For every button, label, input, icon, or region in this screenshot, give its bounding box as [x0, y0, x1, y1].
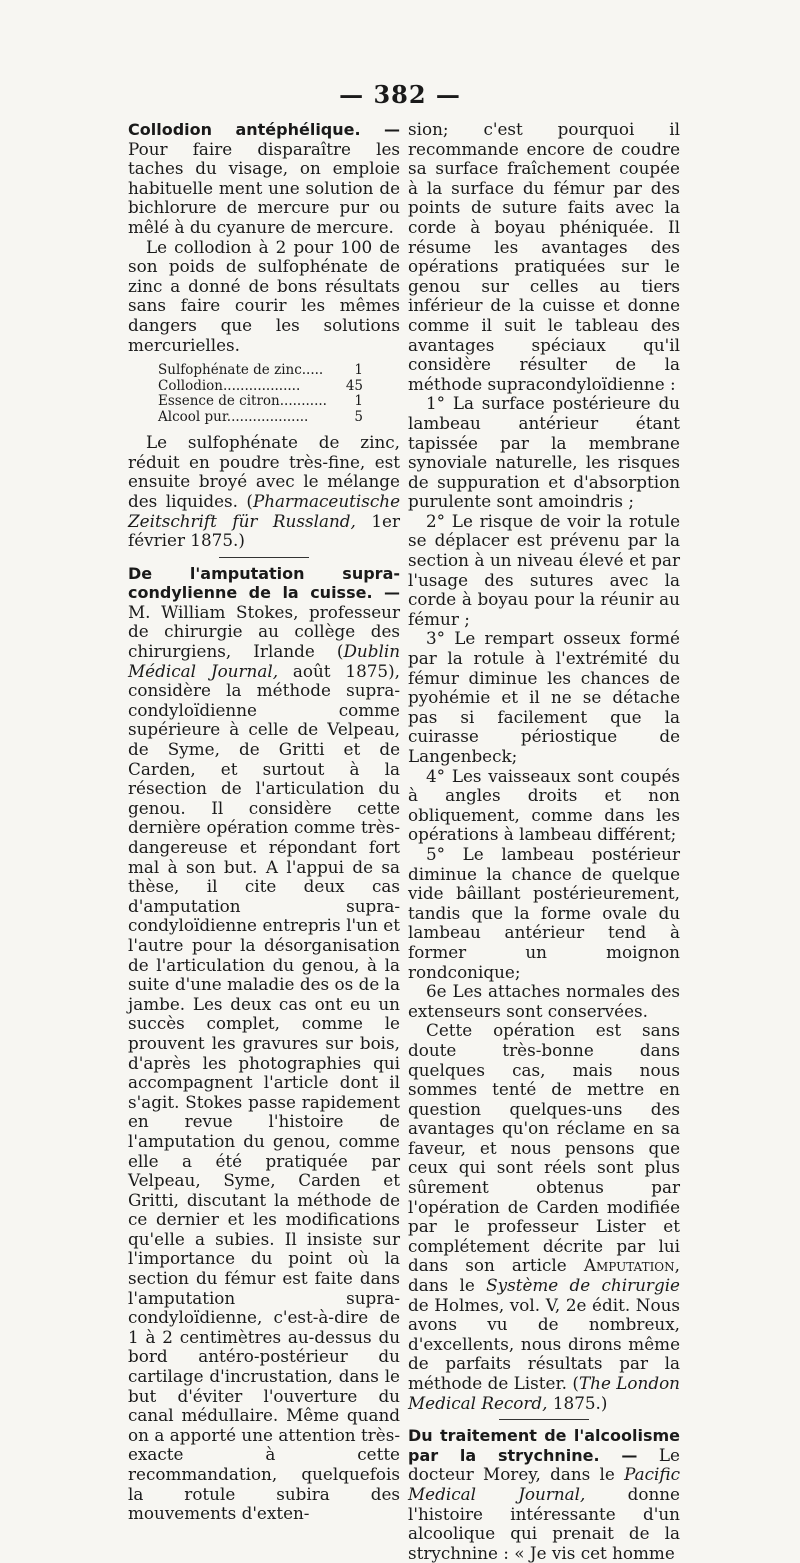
paragraph-text: Le sulfophénate de zinc, réduit en poudre très-fine, est ensuite broyé avec le mélange des liquides. (	[128, 432, 400, 511]
source-citation: Dublin Médical Journal,	[128, 641, 400, 681]
source-citation: The London Medical Record,	[408, 1373, 680, 1413]
page-number: — 382 —	[339, 80, 461, 109]
paragraph: sion; c'est pourquoi il recommande encore de coudre sa surface fraîchement coupée à la surface du fémur par des points de suture faits avec la corde à boyau phéniquée. Il résume les avantages des opérations pratiquées sur le genou sur celles au tiers inférieur de la cuisse et donne comme il suit le tableau des avantages spéciaux qu'il considère résulter de la méthode supracondyloïdienne :	[408, 119, 680, 394]
paragraph-text: , dans le	[408, 1255, 680, 1296]
formula-ingredient: Alcool pur...................	[158, 408, 309, 425]
list-item: 5° Le lambeau postérieur diminue la chance de quelque vide bâillant postérieurement, tandis que la forme ovale du lambeau antérieur tend à former un moignon rondconique;	[408, 843, 680, 982]
section-divider	[219, 557, 309, 558]
citation-date: 1er février 1875.)	[128, 510, 401, 551]
formula-quantity: 1	[354, 393, 363, 410]
source-citation: Pacific Medical Journal,	[408, 1464, 680, 1504]
book-title: Système de chirurgie	[486, 1275, 680, 1296]
formula-quantity: 45	[345, 377, 363, 394]
article-amputation	[128, 564, 400, 1524]
paragraph-text: M. William Stokes, professeur de chirurgie au collège des chirurgiens, Irlande (	[128, 601, 400, 662]
source-citation: Pharmaceutische Zeitschrift für Russland,	[128, 490, 400, 531]
section-divider	[499, 1419, 589, 1420]
paragraph-text: de Holmes, vol. V, 2e édit. Nous avons vu de nombreux, d'excellents, nous dirons même de parfaits résultats par la méthode de Lister. (	[408, 1294, 680, 1393]
paragraph	[128, 433, 400, 551]
left-column	[128, 120, 400, 1524]
article-collodion	[128, 120, 400, 238]
formula-ingredient: Sulfophénate de zinc.....	[158, 362, 324, 379]
right-column	[408, 120, 680, 1563]
paragraph-text: août 1875), considère la méthode supra-condyloïdienne comme supérieure à celle de Velpeau, de Syme, de Gritti et de Carden, et surtout à la résection de l'articulation du genou. Il considère cette dernière opération comme très-dangereuse et répondant fort mal à son but. A l'appui de sa thèse, il cite deux cas d'amputation supra-condyloïdienne entrepris l'un et l'autre pour la désorganisation de l'articulation du genou, à la suite d'une maladie des os de la jambe. Les deux cas ont eu un succès complet, comme le prouvent les gravures sur bois, d'après les photographies qui accompagnent l'article dont il s'agit. Stokes passe rapidement en revue l'histoire de l'amputation du genou, comme elle a été pratiquée par Velpeau, Syme, Carden et Gritti, discutant la méthode de ce dernier et les modifications qu'elle a subies. Il insiste sur l'importance du point où la section du fémur est faite dans l'amputation supra-condyloïdienne, c'est-à-dire de 1 à 2 centimètres au-dessus du bord antéro-postérieur du cartilage d'incrustation, dans le but d'éviter l'ouverture du canal médullaire. Même quand on a apporté une attention très-exacte à cette recommandation, quelquefois la rotule subira des mouvements d'exten-	[128, 660, 400, 1524]
list-item: 3° Le rempart osseux formé par la rotule à l'extrémité du fémur diminue les chances de pyohémie et il ne se détache pas si facilement que la cuirasse périostique de Langenbeck;	[408, 628, 680, 766]
formula-row	[158, 394, 363, 410]
paragraph	[408, 1021, 680, 1413]
list-item: 4° Les vaisseaux sont coupés à angles droits et non obliquement, comme dans les opérations à lambeau différent;	[408, 765, 680, 845]
paragraph-text: Cette opération est sans doute très-bonne dans quelques cas, mais nous sommes tenté de mettre en question quelques-uns des avantages qu'on réclame en sa faveur, et nous pensons que ceux qui sont réels sont plus sûrement obtenus par l'opération de Carden modifiée par le professeur Lister et complétement décrite par lui dans son article	[408, 1020, 680, 1276]
formula-table	[158, 363, 400, 425]
article-title-collodion: Collodion antéphélique. —	[128, 120, 400, 139]
article-title-amputation: De l'amputation supra-condylienne de la cuisse. —	[128, 563, 400, 603]
paragraph-text: Le docteur Morey, dans le	[408, 1444, 680, 1485]
formula-ingredient: Collodion..................	[158, 377, 301, 394]
list-item: 6e Les attaches normales des extenseurs sont conservées.	[408, 981, 680, 1021]
paragraph-text: donne l'histoire intéressante d'un alcoolique qui prenait de la strychnine : « Je vis cet homme	[408, 1483, 680, 1563]
formula-row	[158, 410, 363, 426]
paragraph-text: Pour faire disparaître les taches du visage, on emploie habituelle ment une solution de bichlorure de mercure pur ou mêlé à du cyanure de mercure.	[128, 138, 400, 237]
paragraph: Le collodion à 2 pour 100 de son poids de sulfophénate de zinc a donné de bons résultats sans faire courir les mêmes dangers que les solutions mercurielles.	[128, 236, 400, 355]
formula-quantity: 5	[354, 408, 363, 425]
formula-ingredient: Essence de citron...........	[158, 393, 327, 410]
list-item: 1° La surface postérieure du lambeau antérieur étant tapissée par la membrane synoviale naturelle, les risques de suppuration et d'absorption purulente sont amoindris ;	[408, 393, 680, 512]
article-alcoolisme	[408, 1426, 680, 1563]
small-caps-term: Amputation	[583, 1255, 675, 1276]
formula-quantity: 1	[354, 362, 363, 379]
citation-date: 1875.)	[547, 1392, 608, 1413]
list-item: 2° Le risque de voir la rotule se déplacer est prévenu par la section à un niveau élevé et par l'usage des sutures avec la corde à boyau pour la réunir au fémur ;	[408, 510, 680, 629]
formula-row	[158, 379, 363, 395]
article-title-alcoolisme: Du traitement de l'alcoolisme par la strychnine. —	[408, 1426, 680, 1465]
formula-row	[158, 363, 363, 379]
